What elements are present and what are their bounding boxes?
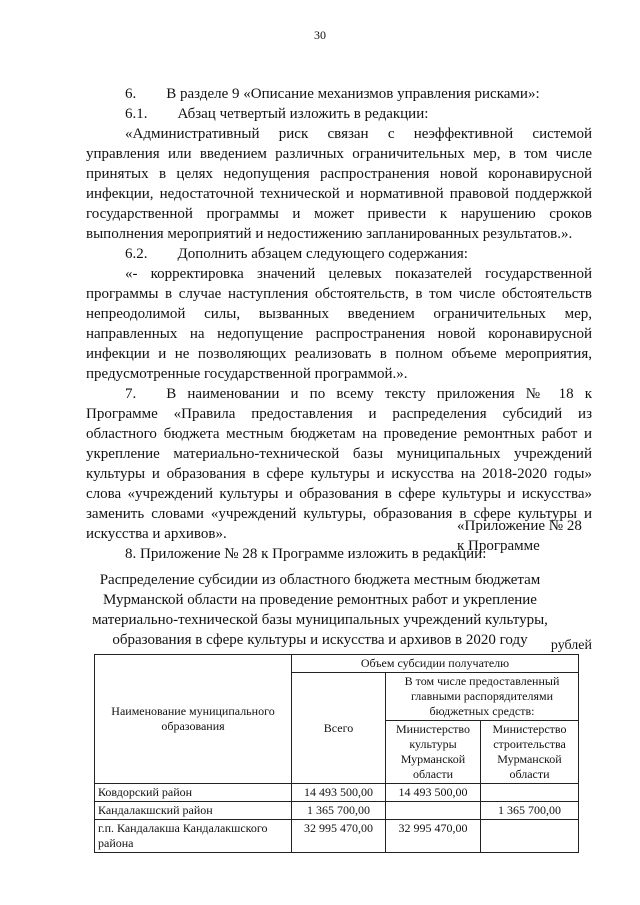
text-line: 8. Приложение № 28 к Программе изложить в редакции: <box>125 546 487 562</box>
cell-total: 14 493 500,00 <box>292 784 386 802</box>
text-line: «- корректировка значений целевых показателей государственной <box>125 266 592 282</box>
table-row <box>95 820 579 853</box>
units-label: рублей <box>550 638 592 653</box>
text-line: областного бюджета местным бюджетам на проведение ремонтных работ и <box>86 426 592 442</box>
appendix-note-line2: к Программе <box>457 538 540 554</box>
cell-ministry-construction <box>481 820 579 853</box>
cell-ministry-construction <box>481 784 579 802</box>
text-line: непреодолимой силы, вызванных введением ограничительных мер, <box>86 306 592 322</box>
text-line: 6.1. Абзац четвертый изложить в редакции: <box>125 106 429 122</box>
text-line: 6.2. Дополнить абзацем следующего содержания: <box>125 246 468 262</box>
header-subsidy-volume: Объем субсидии получателю <box>292 655 579 673</box>
text-line: управления или введением различных ограничительных мер, в том числе <box>86 146 592 162</box>
header-total: Всего <box>292 673 386 784</box>
cell-municipality: Кандалакшский район <box>95 802 292 820</box>
text-line: «Административный риск связан с неэффективной системой <box>125 126 592 142</box>
text-line: слова «учреждений культуры и образования в сфере культуры и искусства» <box>86 486 592 502</box>
cell-total: 1 365 700,00 <box>292 802 386 820</box>
text-line: принятых в целях недопущения распространения новой коронавирусной <box>86 166 592 182</box>
cell-ministry-culture <box>386 802 481 820</box>
text-line: культуры и образования в сфере культуры и искусства на 2018-2020 годы» <box>86 466 592 482</box>
header-ministry-construction: Министерство строительства Мурманской области <box>481 721 579 784</box>
text-line: искусства и архивов». <box>86 526 227 542</box>
appendix-note-line1: «Приложение № 28 <box>457 518 582 534</box>
table-row <box>95 784 579 802</box>
text-line: инфекции и не позволяющих реализовать в полном объеме мероприятия, <box>86 346 592 362</box>
cell-municipality: г.п. Кандалакша Кандалакшского района <box>95 820 292 853</box>
text-line: выполнения мероприятий и недостижению запланированных результатов.». <box>86 226 573 242</box>
text-line: 7. В наименовании и по всему тексту приложения № 18 к <box>125 386 592 402</box>
table-header-row <box>95 655 579 673</box>
text-line: Программе «Правила предоставления и распределения субсидий из <box>86 406 592 422</box>
text-line: заменить словами «учреждений культуры, образования в сфере культуры и <box>86 506 592 522</box>
text-line: 6. В разделе 9 «Описание механизмов управления рисками»: <box>125 86 540 102</box>
text-line: государственной программы и может привести к нарушению сроков <box>86 206 592 222</box>
text-line: инфекции, недостаточной технической и нормативной правовой поддержкой <box>86 186 592 202</box>
cell-ministry-culture: 14 493 500,00 <box>386 784 481 802</box>
table-title-line1: Распределение субсидии из областного бюджета местным бюджетам <box>99 572 541 588</box>
page-number: 30 <box>314 28 326 42</box>
table-title-line2: Мурманской области на проведение ремонтных работ и укрепление <box>103 592 537 608</box>
table-body <box>95 784 579 853</box>
subsidy-table <box>94 654 579 853</box>
header-ministry-culture: Министерство культуры Мурманской области <box>386 721 481 784</box>
text-line: предусмотренные государственной программой.». <box>86 366 408 382</box>
text-line: укрепление материально-технической базы муниципальных учреждений <box>86 446 592 462</box>
cell-total: 32 995 470,00 <box>292 820 386 853</box>
text-line: направленных на недопущение распространения новой коронавирусной <box>86 326 592 342</box>
cell-ministry-culture: 32 995 470,00 <box>386 820 481 853</box>
table-row <box>95 802 579 820</box>
table-title-line3: материально-технической базы муниципальных учреждений культуры, <box>92 612 548 628</box>
header-municipality: Наименование муниципального образования <box>95 655 292 784</box>
cell-ministry-construction: 1 365 700,00 <box>481 802 579 820</box>
cell-municipality: Ковдорский район <box>95 784 292 802</box>
table-title-line4: образования в сфере культуры и искусства и архивов в 2020 году <box>112 632 528 648</box>
header-including: В том числе предоставленный главными распорядителями бюджетных средств: <box>386 673 579 721</box>
text-line: программы в случае наступления обстоятельств, в том числе обстоятельств <box>86 286 592 302</box>
